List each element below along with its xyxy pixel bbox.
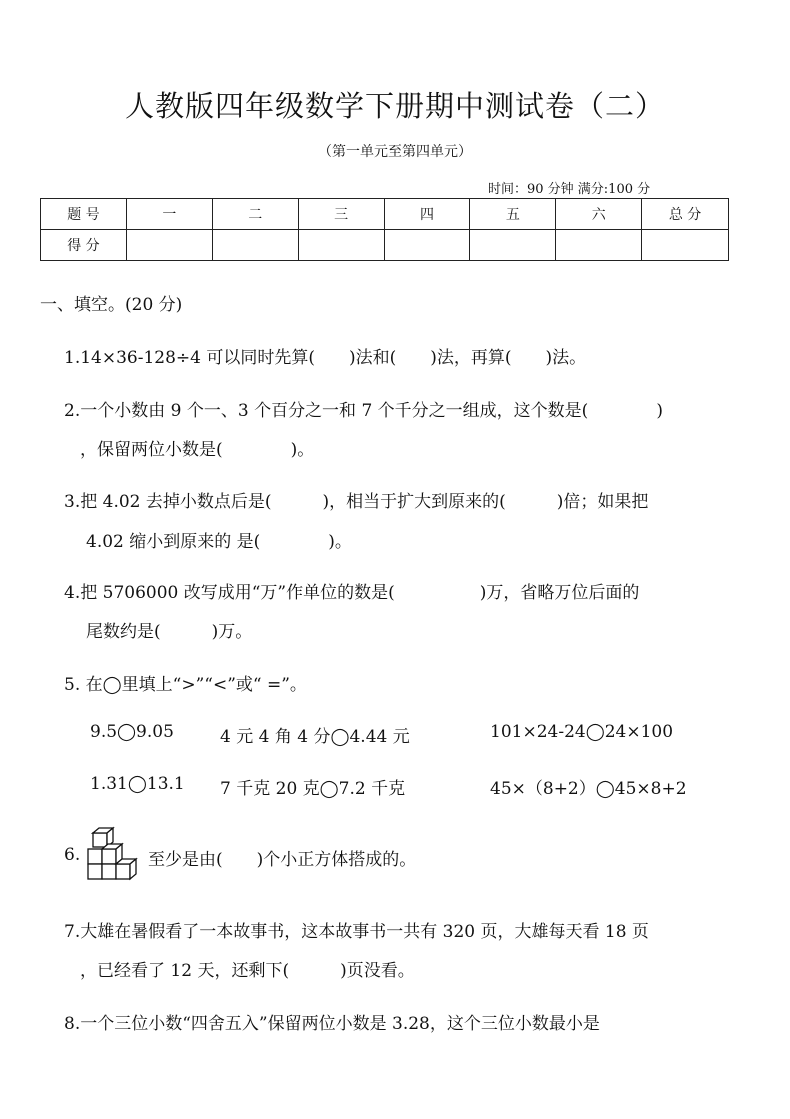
question-6-text: 至少是由( )个小正方体搭成的。 bbox=[148, 850, 417, 870]
compare-item: 4 元 4 角 4 分◯4.44 元 bbox=[220, 727, 410, 747]
score-table-cell: 三 bbox=[298, 199, 384, 230]
score-input-cell[interactable] bbox=[298, 230, 384, 261]
question-2-line-1: 2.一个小数由 9 个一、3 个百分之一和 7 个千分之一组成，这个数是( ) bbox=[64, 401, 663, 421]
question-3-line-1: 3.把 4.02 去掉小数点后是( )，相当于扩大到原来的( )倍；如果把 bbox=[64, 492, 649, 512]
score-table-cell: 五 bbox=[470, 199, 556, 230]
cube-stack-figure bbox=[85, 825, 147, 883]
score-table-header-row bbox=[41, 199, 729, 230]
compare-item: 9.5◯9.05 bbox=[90, 722, 174, 742]
score-table-cell: 题 号 bbox=[41, 199, 127, 230]
score-table-cell: 二 bbox=[212, 199, 298, 230]
score-table-cell: 四 bbox=[384, 199, 470, 230]
section-heading: 一、填空。(20 分) bbox=[40, 295, 183, 315]
score-input-cell[interactable] bbox=[212, 230, 298, 261]
score-input-cell[interactable] bbox=[470, 230, 556, 261]
question-3-line-2: 4.02 缩小到原来的 是( )。 bbox=[86, 532, 352, 552]
question-7-line-2: ，已经看了 12 天，还剩下( )页没看。 bbox=[80, 961, 415, 981]
score-input-cell[interactable] bbox=[556, 230, 642, 261]
score-input-cell[interactable] bbox=[642, 230, 729, 261]
score-table bbox=[40, 198, 729, 261]
compare-item: 45×（8+2）◯45×8+2 bbox=[490, 779, 687, 799]
question-4-line-1: 4.把 5706000 改写成用“万”作单位的数是( )万，省略万位后面的 bbox=[64, 583, 640, 603]
score-table-score-row bbox=[41, 230, 729, 261]
question-6-number: 6. bbox=[64, 845, 81, 865]
question-5: 5. 在◯里填上“>”“<”或“ =”。 bbox=[64, 675, 307, 695]
question-8: 8.一个三位小数“四舍五入”保留两位小数是 3.28，这个三位小数最小是 bbox=[64, 1014, 600, 1034]
score-table-cell: 六 bbox=[556, 199, 642, 230]
time-info: 时间：90 分钟 满分:100 分 bbox=[488, 182, 651, 197]
compare-item: 1.31◯13.1 bbox=[90, 774, 185, 794]
score-table-cell: 得 分 bbox=[41, 230, 127, 261]
question-4-line-2: 尾数约是( )万。 bbox=[86, 622, 253, 642]
score-input-cell[interactable] bbox=[384, 230, 470, 261]
page-subtitle: （第一单元至第四单元） bbox=[318, 144, 472, 160]
compare-item: 101×24-24◯24×100 bbox=[490, 722, 674, 742]
score-table-cell: 一 bbox=[126, 199, 212, 230]
compare-item: 7 千克 20 克◯7.2 千克 bbox=[220, 779, 406, 799]
score-input-cell[interactable] bbox=[126, 230, 212, 261]
question-7-line-1: 7.大雄在暑假看了一本故事书，这本故事书一共有 320 页，大雄每天看 18 页 bbox=[64, 922, 649, 942]
question-2-line-2: ，保留两位小数是( )。 bbox=[80, 440, 315, 460]
page-title: 人教版四年级数学下册期中测试卷（二） bbox=[124, 89, 665, 123]
question-1: 1.14×36-128÷4 可以同时先算( )法和( )法，再算( )法。 bbox=[64, 348, 587, 368]
score-table-cell: 总 分 bbox=[642, 199, 729, 230]
